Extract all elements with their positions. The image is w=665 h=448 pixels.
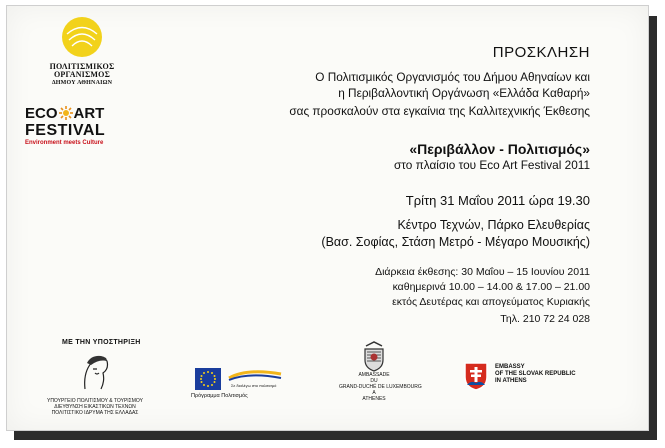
eco-word: ECO <box>25 105 58 122</box>
invitation-line-3: σας προσκαλούν στα εγκαίνια της Καλλιτεχνικής Έκθεσης <box>289 104 590 118</box>
eu-culture-logo <box>191 368 301 399</box>
lux-line-5: ATHENES <box>362 396 386 402</box>
festival-word: FESTIVAL <box>25 122 106 139</box>
ministry-line-2: ΔΙΕΥΘΥΝΣΗ ΕΙΚΑΣΤΙΚΩΝ ΤΕΧΝΩΝ <box>54 404 136 410</box>
invitation-title: ΠΡΟΣΚΛΗΣΗ <box>492 44 590 61</box>
eco-art-line <box>25 106 145 123</box>
invitation-line-2: η Περιβαλλοντική Οργάνωση «Ελλάδα Καθαρή» <box>338 86 590 100</box>
support-label: ΜΕ ΤΗΝ ΥΠΟΣΤΗΡΙΞΗ <box>62 339 141 346</box>
exhibition-subline: στο πλαίσιο του Eco Art Festival 2011 <box>393 158 590 172</box>
slovak-line-1: EMBASSY <box>495 364 525 370</box>
luxembourg-embassy-logo <box>339 340 422 402</box>
ancient-head-icon <box>35 351 155 393</box>
eco-tagline: Environment meets Culture <box>25 140 104 146</box>
exhibition-title: «Περιβάλλον - Πολιτισμός» <box>409 141 590 157</box>
phone-number: Τηλ. 210 72 24 028 <box>500 313 590 325</box>
org-name-line3: ΔΗΜΟΥ ΑΘΗΝΑΙΩΝ <box>51 80 113 86</box>
slovak-line-2: OF THE SLOVAK REPUBLIC <box>495 371 576 377</box>
venue-line-2: (Βασ. Σοφίας, Στάση Μετρό - Μέγαρο Μουσικής) <box>321 235 590 249</box>
opening-hours: καθημερινά 10.00 – 14.00 & 17.00 – 21.00 <box>392 281 590 293</box>
ministry-line-3: ΠΟΛΙΤΙΣΤΙΚΟ ΙΔΡΥΜΑ ΤΗΣ ΕΛΛΑΔΑΣ <box>51 410 139 416</box>
culture-swoosh-icon <box>227 370 283 382</box>
eco-art-festival-logo <box>25 106 145 146</box>
art-word: ART <box>73 105 105 122</box>
invitation-line-1: Ο Πολιτισμικός Οργανισμός του Δήμου Αθηναίων και <box>315 70 590 84</box>
lux-line-2: DU <box>370 378 378 384</box>
invitation-card <box>6 5 649 431</box>
flower-icon <box>59 106 73 123</box>
slovak-line-3: IN ATHENS <box>495 378 527 384</box>
exhibition-duration: Διάρκεια έκθεσης: 30 Μαΐου – 15 Ιουνίου 2011 <box>375 266 590 278</box>
sun-icon <box>27 16 137 58</box>
closed-days: εκτός Δευτέρας και απογεύματος Κυριακής <box>392 296 590 308</box>
lux-line-3: GRAND-DUCHÉ DE LUXEMBOURG <box>339 384 422 390</box>
venue-line-1: Κέντρο Τεχνών, Πάρκο Ελευθερίας <box>397 218 590 232</box>
ministry-logo <box>35 351 155 416</box>
eu-programme-caption: Πρόγραμμα Πολιτισμός <box>191 393 248 399</box>
ministry-line-1: ΥΠΟΥΡΓΕΙΟ ΠΟΛΙΤΙΣΜΟΥ & ΤΟΥΡΙΣΜΟΥ <box>46 398 143 404</box>
lux-line-4: A <box>372 390 376 396</box>
slovak-shield-icon <box>463 361 489 391</box>
eu-flag-icon <box>195 368 221 390</box>
eu-side-text: Σε διαλέγω στο πολιτισμό <box>231 383 277 388</box>
org-name-line1: ΠΟΛΙΤΙΣΜΙΚΟΣ <box>49 62 115 71</box>
lux-line-1: AMBASSADE <box>358 372 390 378</box>
org-name-line2: ΟΡΓΑΝΙΣΜΟΣ <box>53 70 111 79</box>
opening-date: Τρίτη 31 Μαΐου 2011 ώρα 19.30 <box>405 193 590 208</box>
org-logo <box>27 16 137 87</box>
coat-of-arms-icon <box>360 340 388 372</box>
